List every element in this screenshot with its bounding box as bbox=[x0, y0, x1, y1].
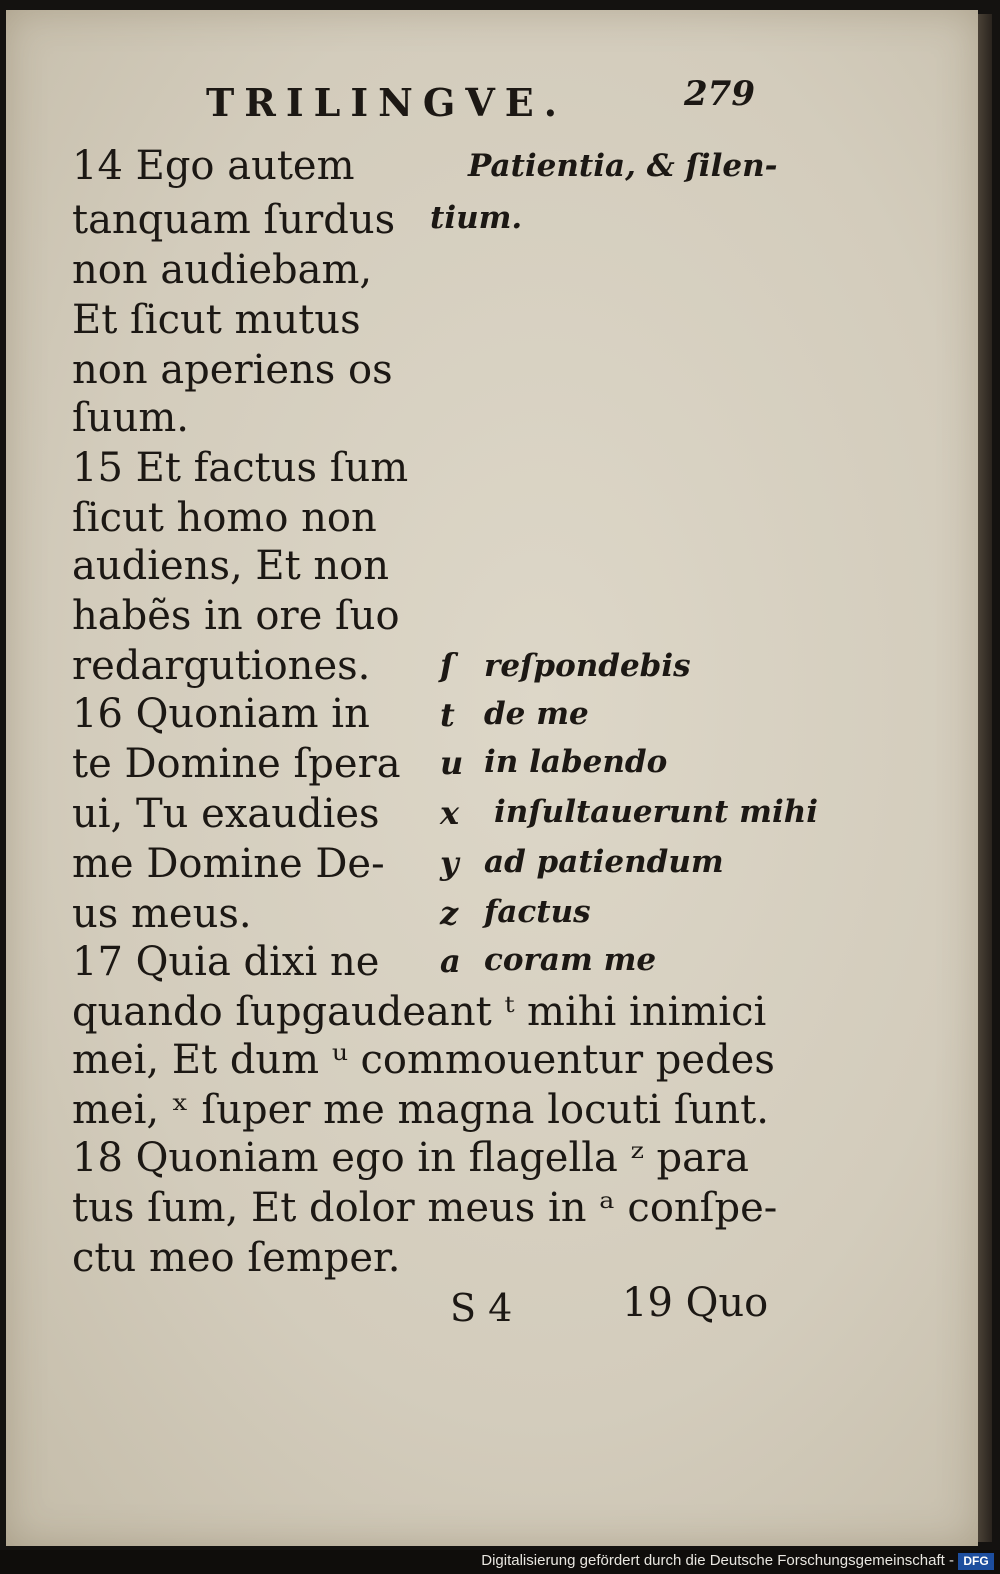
catchword: 19 Quo bbox=[622, 1280, 769, 1326]
margin-note-letter: t bbox=[440, 696, 455, 734]
book-page bbox=[6, 10, 978, 1546]
text-line: audiens, Et non bbox=[72, 543, 389, 589]
text-line: us meus. bbox=[72, 891, 252, 937]
text-line: tanquam ſurdus bbox=[72, 197, 396, 243]
margin-heading: tium. bbox=[430, 200, 523, 236]
text-line: 18 Quoniam ego in flagella ᶻ para bbox=[72, 1135, 749, 1181]
footer-credit: Digitalisierung gefördert durch die Deutsche Forschungsgemeinschaft - bbox=[481, 1552, 954, 1569]
margin-note-text: in labendo bbox=[484, 744, 668, 780]
margin-note-text: factus bbox=[484, 894, 591, 930]
margin-note-text: de me bbox=[484, 696, 589, 732]
text-line: 17 Quia dixi ne bbox=[72, 939, 380, 985]
margin-note-text: inſultauerunt mihi bbox=[494, 794, 819, 830]
margin-note-letter: ſ bbox=[440, 646, 454, 684]
text-line: mei, Et dum ᵘ commouentur pedes bbox=[72, 1037, 775, 1083]
margin-note-letter: a bbox=[440, 942, 461, 980]
dfg-logo-icon: DFG bbox=[958, 1553, 994, 1570]
margin-note-letter: y bbox=[440, 844, 459, 882]
margin-note-text: reſpondebis bbox=[484, 648, 691, 684]
text-line: Et ſicut mutus bbox=[72, 297, 361, 343]
text-line: non aperiens os bbox=[72, 347, 393, 393]
text-line: 15 Et factus ſum bbox=[72, 445, 409, 491]
signature-mark: S 4 bbox=[450, 1286, 513, 1330]
text-line: tus ſum, Et dolor meus in ᵃ conſpe- bbox=[72, 1185, 778, 1231]
margin-note-letter: u bbox=[440, 744, 464, 782]
margin-heading: Patientia, & ſilen- bbox=[468, 148, 778, 184]
text-line: redargutiones. bbox=[72, 643, 371, 689]
text-line: 16 Quoniam in bbox=[72, 691, 370, 737]
text-line: ſuum. bbox=[72, 395, 189, 441]
text-line: me Domine De- bbox=[72, 841, 385, 887]
text-line: ui, Tu exaudies bbox=[72, 791, 380, 837]
text-line: ſicut homo non bbox=[72, 495, 377, 541]
text-line: non audiebam, bbox=[72, 247, 373, 293]
margin-note-text: coram me bbox=[484, 942, 657, 978]
page-number: 279 bbox=[684, 74, 755, 114]
running-head: TRILINGVE. bbox=[206, 80, 567, 125]
margin-note-text: ad patiendum bbox=[484, 844, 724, 880]
text-line: quando ſupgaudeant ᵗ mihi inimici bbox=[72, 989, 767, 1035]
margin-note-letter: x bbox=[440, 794, 460, 832]
text-line: mei, ˣ ſuper me magna locuti ſunt. bbox=[72, 1087, 769, 1133]
text-line: te Domine ſpera bbox=[72, 741, 401, 787]
text-line: habẽs in ore ſuo bbox=[72, 593, 400, 639]
book-edge bbox=[978, 14, 992, 1542]
text-line: 14 Ego autem bbox=[72, 143, 355, 189]
footer-bar bbox=[0, 1550, 1000, 1574]
text-line: ctu meo ſemper. bbox=[72, 1235, 401, 1281]
margin-note-letter: z bbox=[440, 894, 459, 932]
